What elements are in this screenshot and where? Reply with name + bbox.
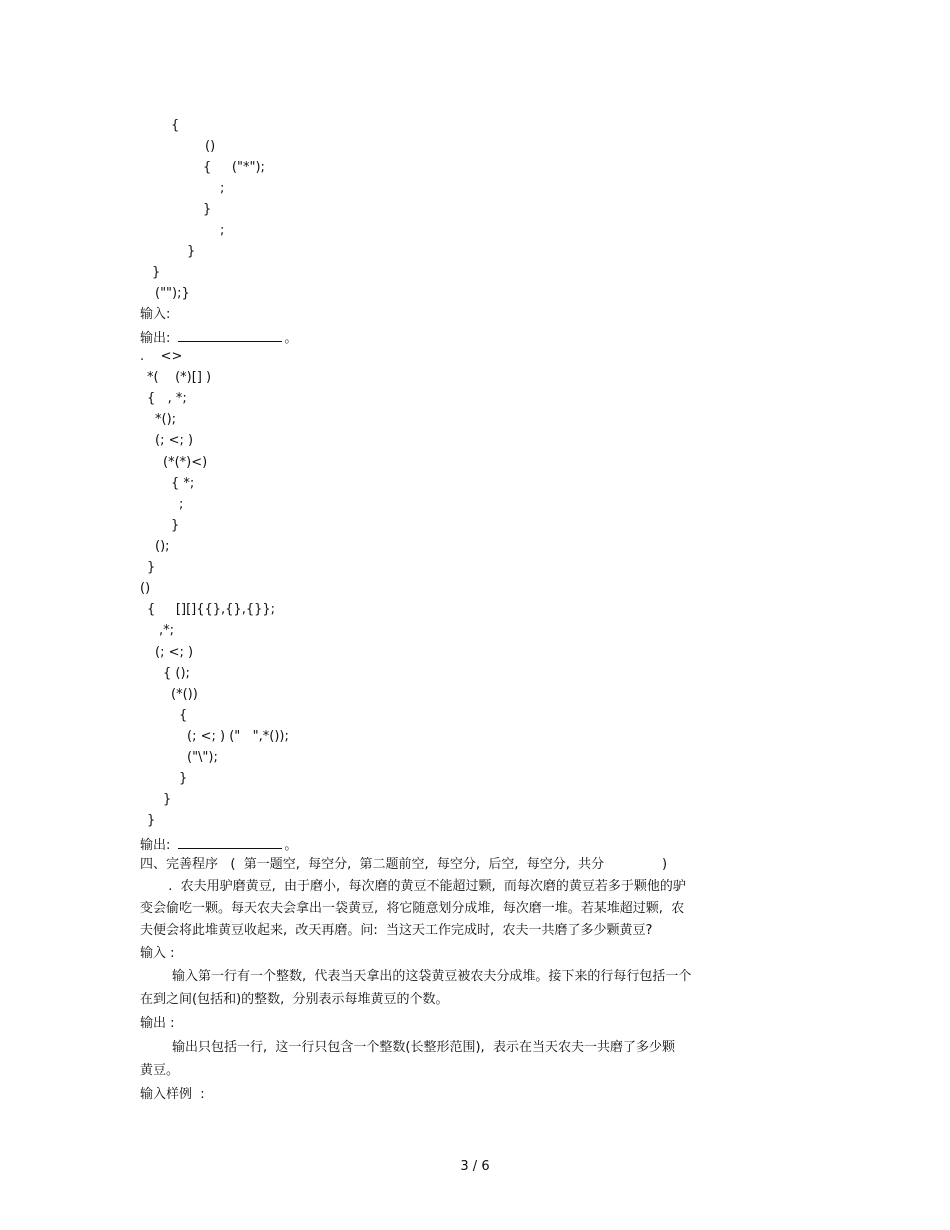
code-line: } [171, 518, 180, 533]
code-line: (; <; ) [155, 433, 194, 448]
page-number: 3 / 6 [460, 1159, 490, 1174]
code-line: ,*; [159, 623, 175, 638]
code-line: *( (*)[] ) [147, 370, 212, 385]
code-line: } [187, 244, 196, 259]
code-line: { , *; [147, 391, 187, 406]
problem-line: 变会偷吃一颗。每天农夫会拿出一袋黄豆, 将它随意划分成堆, 每次磨一堆。若某堆超过颗, 农 [140, 901, 685, 916]
sample-input-label: 输入样例 : [140, 1087, 205, 1102]
output-label: 输出: [140, 331, 171, 346]
code-line: { (); [163, 666, 190, 681]
input-desc-line: 输入第一行有一个整数, 代表当天拿出的这袋黄豆被农夫分成堆。接下来的行每行包括一个 [172, 969, 692, 984]
code-line: ; [220, 181, 225, 196]
input-desc-line: 在到之间(包括和)的整数, 分别表示每堆黄豆的个数。 [140, 992, 449, 1007]
code-line: { *; [171, 476, 195, 491]
output-label: 输出: [140, 838, 171, 853]
period: 。 [284, 838, 298, 853]
code-line: } [152, 265, 161, 280]
code-line: { [][]{{},{},{}}; [147, 602, 276, 617]
section-heading: 四、完善程序 ( 第一题空, 每空分, 第二题前空, 每空分, 后空, 每空分, 共分 ) [140, 857, 668, 872]
code-line: } [147, 560, 156, 575]
code-line: } [163, 792, 172, 807]
code-line: (; <; ) [155, 645, 194, 660]
output-desc-line: 黄豆。 [140, 1063, 180, 1078]
output-answer-line [140, 835, 297, 854]
output-label: 输出 : [140, 1016, 175, 1031]
code-line: (*()) [171, 687, 198, 702]
input-label: 输入 : [140, 946, 175, 961]
problem-line: 夫便会将此堆黄豆收起来, 改天再磨。问: 当这天工作完成时, 农夫一共磨了多少颗黄豆? [140, 923, 653, 938]
code-line: (*(*)<) [163, 455, 208, 470]
code-line: ; [220, 223, 225, 238]
code-line: . <> [140, 349, 183, 364]
code-line: (; <; ) (" ",*()); [187, 729, 289, 744]
code-line: } [179, 771, 188, 786]
output-answer-line [140, 328, 297, 347]
code-line: *(); [155, 412, 177, 427]
code-line: () [140, 581, 151, 596]
code-line: { ("*"); [203, 160, 265, 175]
code-line: { [171, 118, 180, 133]
input-label: 输入: [140, 307, 171, 322]
code-line: { [179, 708, 188, 723]
code-line: () [205, 139, 216, 154]
code-line: (); [155, 539, 170, 554]
code-line: } [147, 813, 156, 828]
code-line: ; [179, 497, 184, 512]
period: 。 [284, 331, 298, 346]
output-desc-line: 输出只包括一行, 这一行只包含一个整数(长整形范围), 表示在当天农夫一共磨了多少颗 [172, 1040, 675, 1055]
answer-blank [178, 835, 282, 849]
code-line: ("\"); [187, 750, 218, 765]
answer-blank [178, 328, 282, 342]
code-line: } [203, 202, 212, 217]
problem-line: . 农夫用驴磨黄豆, 由于磨小, 每次磨的黄豆不能超过颗, 而每次磨的黄豆若多于颗他的驴 [160, 879, 686, 894]
code-line: ("");} [155, 286, 190, 301]
